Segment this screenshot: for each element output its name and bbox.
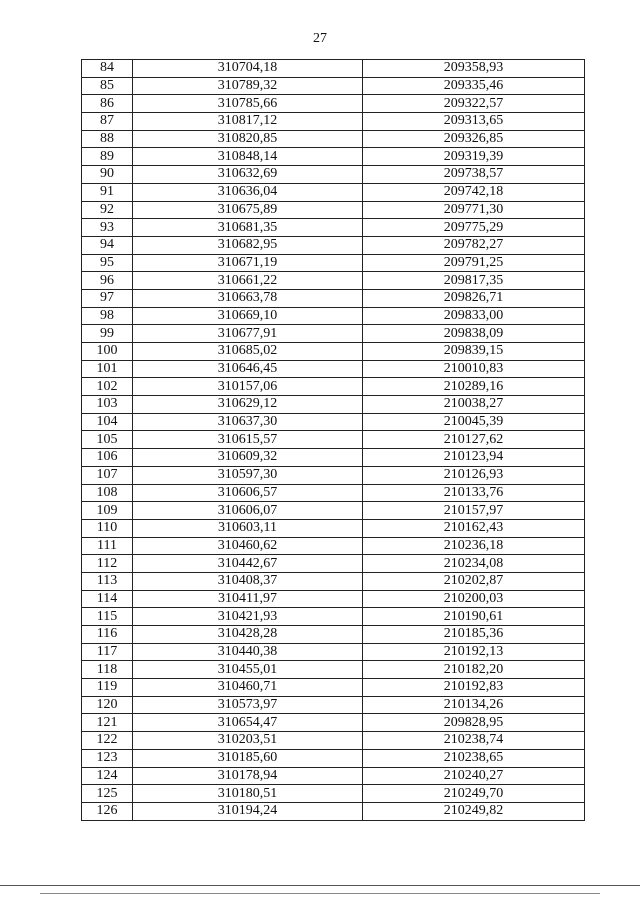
x-coordinate-cell: 310428,28 (133, 626, 363, 644)
table-row (82, 254, 585, 272)
x-coordinate-cell: 310203,51 (133, 732, 363, 750)
x-coordinate-cell: 310704,18 (133, 60, 363, 78)
y-coordinate-cell: 210190,61 (363, 608, 585, 626)
point-number-cell: 84 (82, 60, 133, 78)
point-number-cell: 89 (82, 148, 133, 166)
x-coordinate-cell: 310597,30 (133, 466, 363, 484)
point-number-cell: 90 (82, 166, 133, 184)
table-row (82, 661, 585, 679)
y-coordinate-cell: 210133,76 (363, 484, 585, 502)
table-row (82, 307, 585, 325)
point-number-cell: 126 (82, 802, 133, 820)
table-row (82, 77, 585, 95)
y-coordinate-cell: 210162,43 (363, 519, 585, 537)
point-number-cell: 113 (82, 572, 133, 590)
point-number-cell: 97 (82, 289, 133, 307)
point-number-cell: 87 (82, 113, 133, 131)
page-number: 27 (313, 31, 327, 46)
point-number-cell: 115 (82, 608, 133, 626)
x-coordinate-cell: 310408,37 (133, 572, 363, 590)
point-number-cell: 119 (82, 679, 133, 697)
y-coordinate-cell: 210134,26 (363, 696, 585, 714)
table-row (82, 219, 585, 237)
point-number-cell: 109 (82, 502, 133, 520)
y-coordinate-cell: 210126,93 (363, 466, 585, 484)
y-coordinate-cell: 210038,27 (363, 396, 585, 414)
table-row (82, 466, 585, 484)
x-coordinate-cell: 310646,45 (133, 360, 363, 378)
table-row (82, 555, 585, 573)
table-row (82, 360, 585, 378)
table-row (82, 502, 585, 520)
point-number-cell: 118 (82, 661, 133, 679)
table-row (82, 236, 585, 254)
y-coordinate-cell: 210236,18 (363, 537, 585, 555)
point-number-cell: 111 (82, 537, 133, 555)
y-coordinate-cell: 209358,93 (363, 60, 585, 78)
table-row (82, 696, 585, 714)
point-number-cell: 105 (82, 431, 133, 449)
y-coordinate-cell: 210192,83 (363, 679, 585, 697)
x-coordinate-cell: 310661,22 (133, 272, 363, 290)
point-number-cell: 96 (82, 272, 133, 290)
table-row (82, 343, 585, 361)
x-coordinate-cell: 310629,12 (133, 396, 363, 414)
x-coordinate-cell: 310663,78 (133, 289, 363, 307)
table-row (82, 749, 585, 767)
point-number-cell: 104 (82, 413, 133, 431)
x-coordinate-cell: 310675,89 (133, 201, 363, 219)
y-coordinate-cell: 210010,83 (363, 360, 585, 378)
y-coordinate-cell: 210182,20 (363, 661, 585, 679)
point-number-cell: 110 (82, 519, 133, 537)
coordinates-table-body (82, 60, 585, 821)
y-coordinate-cell: 210127,62 (363, 431, 585, 449)
y-coordinate-cell: 210200,03 (363, 590, 585, 608)
point-number-cell: 122 (82, 732, 133, 750)
x-coordinate-cell: 310682,95 (133, 236, 363, 254)
y-coordinate-cell: 210238,65 (363, 749, 585, 767)
y-coordinate-cell: 209782,27 (363, 236, 585, 254)
y-coordinate-cell: 210234,08 (363, 555, 585, 573)
y-coordinate-cell: 210185,36 (363, 626, 585, 644)
x-coordinate-cell: 310194,24 (133, 802, 363, 820)
bottom-rule (0, 885, 640, 886)
point-number-cell: 125 (82, 785, 133, 803)
point-number-cell: 107 (82, 466, 133, 484)
table-row (82, 201, 585, 219)
y-coordinate-cell: 209817,35 (363, 272, 585, 290)
point-number-cell: 117 (82, 643, 133, 661)
y-coordinate-cell: 210249,82 (363, 802, 585, 820)
x-coordinate-cell: 310636,04 (133, 183, 363, 201)
table-row (82, 378, 585, 396)
table-row (82, 325, 585, 343)
x-coordinate-cell: 310609,32 (133, 449, 363, 467)
table-row (82, 183, 585, 201)
y-coordinate-cell: 209826,71 (363, 289, 585, 307)
y-coordinate-cell: 209828,95 (363, 714, 585, 732)
point-number-cell: 88 (82, 130, 133, 148)
point-number-cell: 121 (82, 714, 133, 732)
x-coordinate-cell: 310820,85 (133, 130, 363, 148)
table-row (82, 714, 585, 732)
bottom-rule-secondary (40, 893, 600, 894)
table-row (82, 802, 585, 820)
table-row (82, 148, 585, 166)
y-coordinate-cell: 210123,94 (363, 449, 585, 467)
table-row (82, 767, 585, 785)
y-coordinate-cell: 210045,39 (363, 413, 585, 431)
point-number-cell: 85 (82, 77, 133, 95)
x-coordinate-cell: 310685,02 (133, 343, 363, 361)
point-number-cell: 102 (82, 378, 133, 396)
x-coordinate-cell: 310421,93 (133, 608, 363, 626)
table-row (82, 166, 585, 184)
x-coordinate-cell: 310677,91 (133, 325, 363, 343)
point-number-cell: 124 (82, 767, 133, 785)
table-row (82, 537, 585, 555)
table-row (82, 785, 585, 803)
table-row (82, 572, 585, 590)
y-coordinate-cell: 209322,57 (363, 95, 585, 113)
x-coordinate-cell: 310606,07 (133, 502, 363, 520)
table-row (82, 130, 585, 148)
y-coordinate-cell: 209319,39 (363, 148, 585, 166)
x-coordinate-cell: 310606,57 (133, 484, 363, 502)
point-number-cell: 101 (82, 360, 133, 378)
x-coordinate-cell: 310681,35 (133, 219, 363, 237)
x-coordinate-cell: 310637,30 (133, 413, 363, 431)
x-coordinate-cell: 310440,38 (133, 643, 363, 661)
table-row (82, 272, 585, 290)
y-coordinate-cell: 210202,87 (363, 572, 585, 590)
x-coordinate-cell: 310573,97 (133, 696, 363, 714)
point-number-cell: 94 (82, 236, 133, 254)
y-coordinate-cell: 209839,15 (363, 343, 585, 361)
y-coordinate-cell: 210238,74 (363, 732, 585, 750)
y-coordinate-cell: 210157,97 (363, 502, 585, 520)
point-number-cell: 91 (82, 183, 133, 201)
y-coordinate-cell: 210249,70 (363, 785, 585, 803)
x-coordinate-cell: 310460,62 (133, 537, 363, 555)
point-number-cell: 112 (82, 555, 133, 573)
point-number-cell: 93 (82, 219, 133, 237)
point-number-cell: 108 (82, 484, 133, 502)
x-coordinate-cell: 310669,10 (133, 307, 363, 325)
y-coordinate-cell: 209775,29 (363, 219, 585, 237)
x-coordinate-cell: 310178,94 (133, 767, 363, 785)
y-coordinate-cell: 209833,00 (363, 307, 585, 325)
y-coordinate-cell: 209738,57 (363, 166, 585, 184)
y-coordinate-cell: 209742,18 (363, 183, 585, 201)
y-coordinate-cell: 210192,13 (363, 643, 585, 661)
point-number-cell: 92 (82, 201, 133, 219)
x-coordinate-cell: 310603,11 (133, 519, 363, 537)
table-row (82, 449, 585, 467)
point-number-cell: 98 (82, 307, 133, 325)
x-coordinate-cell: 310460,71 (133, 679, 363, 697)
x-coordinate-cell: 310455,01 (133, 661, 363, 679)
point-number-cell: 100 (82, 343, 133, 361)
y-coordinate-cell: 210240,27 (363, 767, 585, 785)
table-row (82, 60, 585, 78)
table-row (82, 519, 585, 537)
y-coordinate-cell: 210289,16 (363, 378, 585, 396)
table-row (82, 113, 585, 131)
point-number-cell: 99 (82, 325, 133, 343)
coordinates-table (81, 59, 585, 821)
y-coordinate-cell: 209771,30 (363, 201, 585, 219)
table-row (82, 608, 585, 626)
point-number-cell: 103 (82, 396, 133, 414)
point-number-cell: 120 (82, 696, 133, 714)
x-coordinate-cell: 310654,47 (133, 714, 363, 732)
point-number-cell: 95 (82, 254, 133, 272)
x-coordinate-cell: 310615,57 (133, 431, 363, 449)
point-number-cell: 106 (82, 449, 133, 467)
table-row (82, 643, 585, 661)
x-coordinate-cell: 310671,19 (133, 254, 363, 272)
y-coordinate-cell: 209791,25 (363, 254, 585, 272)
table-row (82, 679, 585, 697)
table-row (82, 396, 585, 414)
table-row (82, 590, 585, 608)
x-coordinate-cell: 310817,12 (133, 113, 363, 131)
x-coordinate-cell: 310632,69 (133, 166, 363, 184)
y-coordinate-cell: 209326,85 (363, 130, 585, 148)
y-coordinate-cell: 209313,65 (363, 113, 585, 131)
x-coordinate-cell: 310157,06 (133, 378, 363, 396)
point-number-cell: 116 (82, 626, 133, 644)
point-number-cell: 86 (82, 95, 133, 113)
x-coordinate-cell: 310442,67 (133, 555, 363, 573)
table-row (82, 413, 585, 431)
x-coordinate-cell: 310848,14 (133, 148, 363, 166)
table-row (82, 484, 585, 502)
point-number-cell: 123 (82, 749, 133, 767)
x-coordinate-cell: 310180,51 (133, 785, 363, 803)
y-coordinate-cell: 209335,46 (363, 77, 585, 95)
y-coordinate-cell: 209838,09 (363, 325, 585, 343)
x-coordinate-cell: 310411,97 (133, 590, 363, 608)
x-coordinate-cell: 310785,66 (133, 95, 363, 113)
point-number-cell: 114 (82, 590, 133, 608)
x-coordinate-cell: 310789,32 (133, 77, 363, 95)
table-row (82, 626, 585, 644)
x-coordinate-cell: 310185,60 (133, 749, 363, 767)
table-row (82, 289, 585, 307)
table-row (82, 95, 585, 113)
table-row (82, 732, 585, 750)
table-row (82, 431, 585, 449)
